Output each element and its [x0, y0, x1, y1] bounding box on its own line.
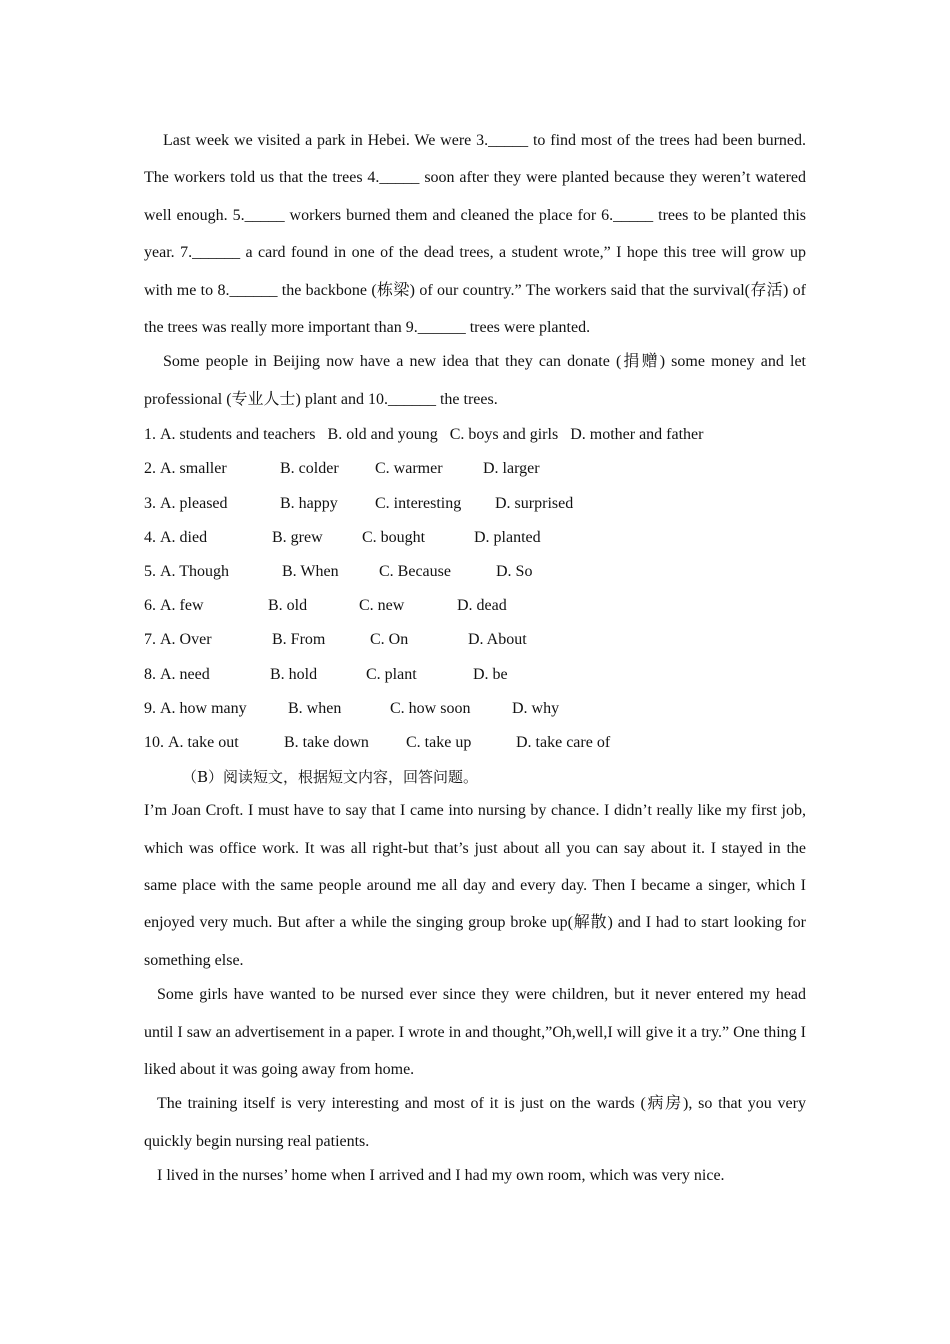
option-c: C. interesting	[375, 494, 462, 512]
option-a: A. few	[160, 597, 204, 615]
passage-b-paragraph-4: I lived in the nurses’ home when I arrived and I had my own room, which was very nice.	[157, 1167, 725, 1185]
option-c: C. how soon	[390, 699, 471, 717]
option-d: D. larger	[483, 460, 540, 478]
passage-b-paragraph-1: I’m Joan Croft. I must have to say that I came into nursing by chance. I didn’t really like my first job, which was office work. It was all right-but that’s just about all you can say about it. I stayed in the same place with the same people around me all day and every day. Then I became a singer, which I enjoyed very much. But after a while the singing group broke up(解散) and I had to start looking for something else.	[144, 802, 806, 969]
passage-a	[144, 122, 806, 418]
option-d: D. take care of	[516, 733, 611, 751]
option-c: C. new	[359, 597, 405, 615]
option-a: A. students and teachers	[160, 426, 316, 444]
question-row	[144, 658, 806, 692]
option-c: C. boys and girls	[449, 426, 559, 444]
document-page	[144, 122, 806, 1195]
question-row	[144, 555, 806, 589]
option-d: D. be	[473, 665, 508, 683]
passage-b-paragraph-2: Some girls have wanted to be nursed ever since they were children, but it never entered my head until I saw an advertisement in a paper. I wrote in and thought,”Oh,well,I will give it a try.” One thing I liked about it was going away from home.	[144, 986, 806, 1078]
option-d: D. mother and father	[570, 426, 704, 444]
question-list	[144, 418, 806, 760]
question-row	[144, 623, 806, 657]
question-number: 6.	[144, 597, 156, 615]
option-b: B. From	[272, 631, 326, 649]
question-number: 2.	[144, 460, 156, 478]
option-d: D. dead	[457, 597, 507, 615]
option-d: D. why	[512, 699, 560, 717]
question-number: 3.	[144, 494, 156, 512]
option-d: D. About	[468, 631, 527, 649]
option-b: B. take down	[284, 733, 369, 751]
option-a: A. smaller	[160, 460, 227, 478]
option-b: B. when	[288, 699, 342, 717]
option-a: A. take out	[168, 733, 239, 751]
option-b: B. old and young	[327, 426, 438, 444]
option-b: B. When	[282, 563, 339, 580]
option-c: C. Because	[379, 563, 451, 580]
passage-b-paragraph-3: The training itself is very interesting and most of it is just on the wards (病房), so that you very quickly begin nursing real patients.	[144, 1095, 806, 1150]
question-row	[144, 692, 806, 726]
section-b-heading: （B）阅读短文，根据短文内容，回答问题。	[182, 768, 479, 787]
option-d: D. surprised	[495, 494, 574, 512]
question-row	[144, 521, 806, 555]
option-d: D. planted	[474, 528, 541, 546]
question-row	[144, 726, 806, 760]
question-row	[144, 589, 806, 623]
option-c: C. On	[370, 631, 409, 649]
question-number: 4.	[144, 528, 156, 546]
question-number: 5.	[144, 563, 156, 580]
question-number: 7.	[144, 631, 156, 649]
question-number: 8.	[144, 665, 156, 683]
option-a: A. need	[160, 665, 210, 683]
option-b: B. hold	[270, 665, 318, 683]
option-d: D. So	[496, 563, 533, 580]
question-row	[144, 418, 806, 452]
question-number: 10.	[144, 733, 164, 751]
option-b: B. colder	[280, 460, 339, 478]
option-c: C. bought	[362, 528, 426, 546]
option-b: B. happy	[280, 494, 338, 512]
passage-b	[144, 792, 806, 1194]
option-b: B. old	[268, 597, 308, 615]
question-number: 1.	[144, 426, 156, 444]
option-a: A. died	[160, 528, 208, 546]
option-c: C. warmer	[375, 460, 443, 478]
option-c: C. plant	[366, 665, 417, 683]
passage-a-paragraph-2: Some people in Beijing now have a new idea that they can donate (捐赠) some money and let professional (专业人士) plant and 10.______ the trees.	[144, 353, 806, 408]
option-b: B. grew	[272, 528, 323, 546]
passage-a-paragraph-1: Last week we visited a park in Hebei. We were 3._____ to find most of the trees had been burned. The workers told us that the trees 4._____ soon after they were planted because they weren’t watered well enough. 5._____ workers burned them and cleaned the place for 6._____ trees to be planted this year. 7.______ a card found in one of the dead trees, a student wrote,” I hope this tree will grow up with me to 8.______ the backbone (栋梁) of our country.” The workers said that the survival(存活) of the trees was really more important than 9.______ trees were planted.	[144, 132, 806, 337]
question-row	[144, 452, 806, 486]
question-number: 9.	[144, 699, 156, 717]
option-a: A. Though	[160, 563, 230, 580]
option-a: A. how many	[160, 699, 247, 717]
option-c: C. take up	[406, 733, 472, 751]
option-a: A. pleased	[160, 494, 228, 512]
question-row	[144, 487, 806, 521]
option-a: A. Over	[160, 631, 212, 649]
